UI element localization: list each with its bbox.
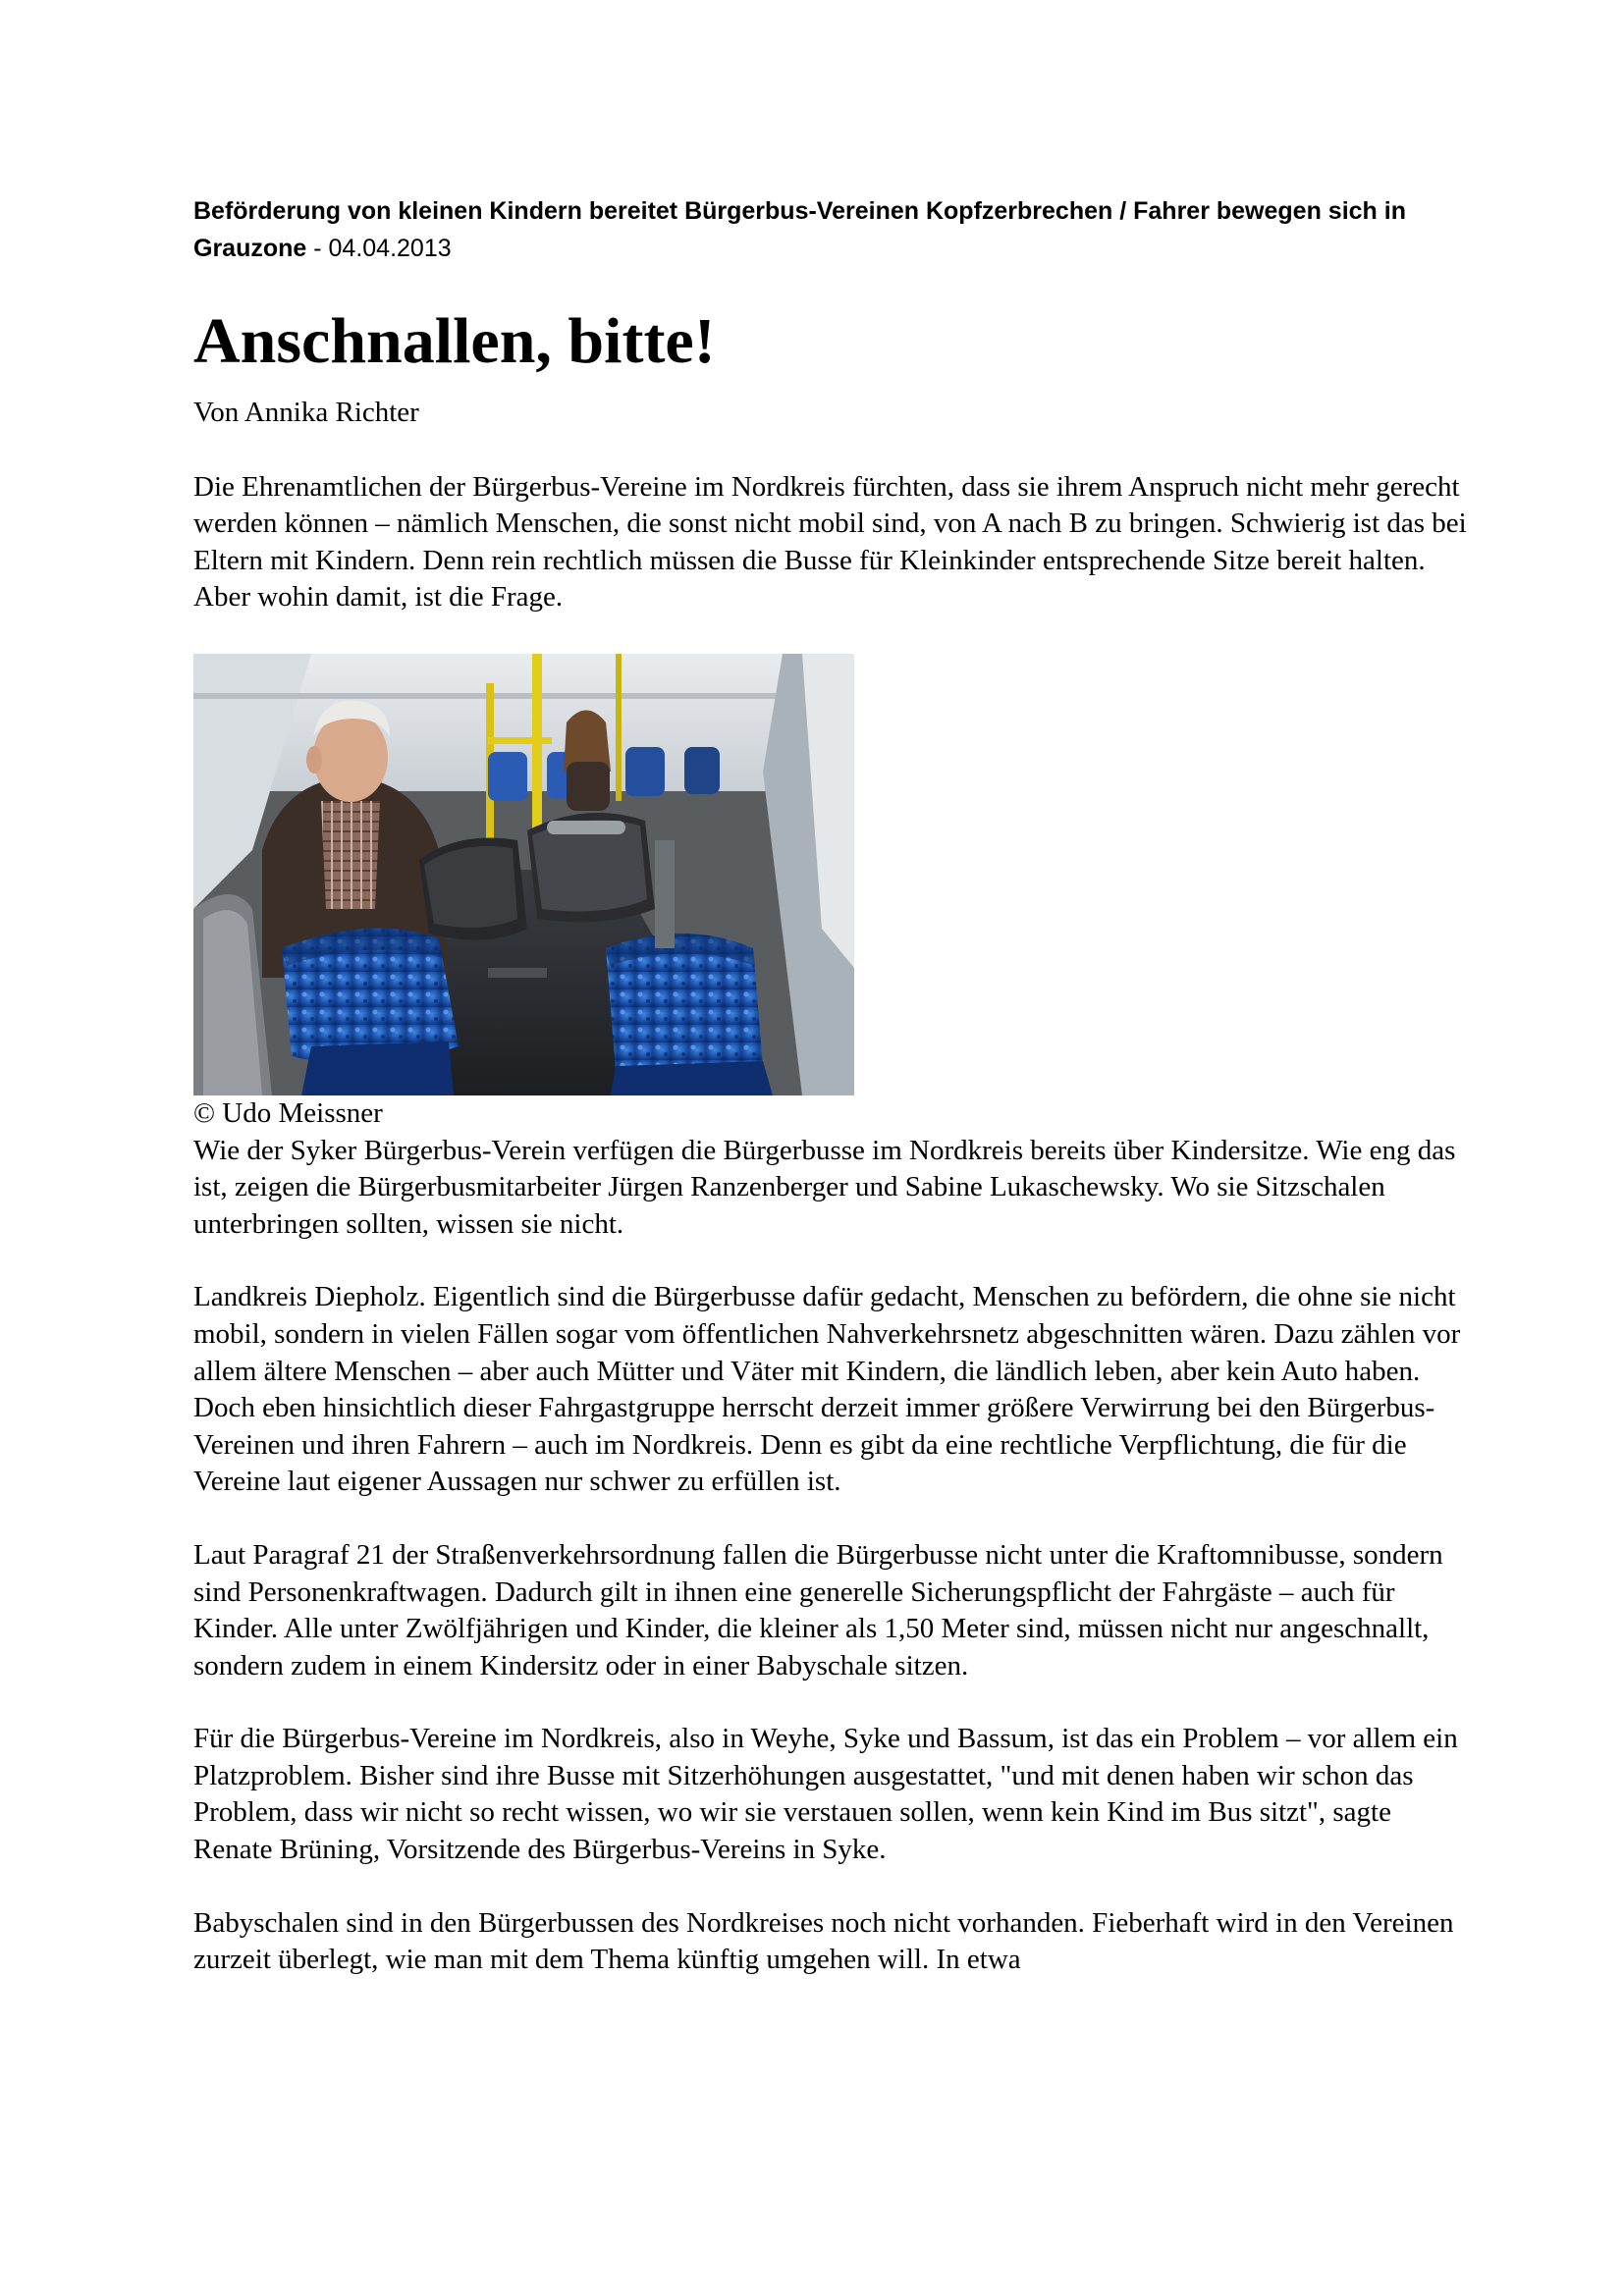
article-paragraph: Babyschalen sind in den Bürgerbussen des Nordkreises noch nicht vorhanden. Fieberhaft wird in den Vereinen zurzeit überlegt, wie man mit dem Thema künftig umgehen will. In etwa — [193, 1906, 1454, 1976]
article-paragraph: Landkreis Diepholz. Eigentlich sind die Bürgerbusse dafür gedacht, Menschen zu befördern, die ohne sie nicht mobil, sondern in vielen Fällen sogar vom öffentlichen Nahverkehrsnetz abgeschnitten wären. Dazu zählen vor allem ältere Menschen – aber auch Mütter und Väter mit Kindern, die ländlich leben, aber kein Auto haben. Doch eben hinsichtlich dieser Fahrgastgruppe herrscht derzeit immer größere Verwirrung bei den Bürgerbus-Vereinen und ihren Fahrern – auch im Nordkreis. Denn es gibt da eine rechtliche Verpflichtung, die für die Vereine laut eigener Aussagen nur schwer zu erfüllen ist. — [193, 1281, 1461, 1498]
photo-caption: Wie der Syker Bürgerbus-Verein verfügen die Bürgerbusse im Nordkreis bereits über Kindersitze. Wie eng das ist, zeigen die Bürgerbusmitarbeiter Jürgen Ranzenberger und Sabine Lukaschewsky. Wo sie Sitzschalen unterbringen sollten, wissen sie nicht. — [193, 1134, 1456, 1240]
article — [193, 192, 1470, 1979]
article-date: 04.04.2013 — [328, 235, 452, 262]
article-headline: Anschnallen, bitte! — [193, 305, 716, 377]
article-subheadline-line — [193, 192, 1470, 267]
article-paragraph: Für die Bürgerbus-Vereine im Nordkreis, also in Weyhe, Syke und Bassum, ist das ein Problem – vor allem ein Platzproblem. Bisher sind ihre Busse mit Sitzerhöhungen ausgestattet, "und mit denen haben wir schon das Problem, dass wir nicht so recht wissen, wo wir sie verstauen sollen, wenn kein Kind im Bus sitzt", sagte Renate Brüning, Vorsitzende des Bürgerbus-Vereins in Syke. — [193, 1723, 1458, 1866]
article-byline: Von Annika Richter — [193, 397, 419, 428]
article-subheadline: Beförderung von kleinen Kindern bereitet Bürgerbus-Vereinen Kopfzerbrechen / Fahrer bewegen sich in Grauzone — [193, 197, 1406, 262]
bus-interior-photo — [193, 654, 854, 1095]
article-lead: Die Ehrenamtlichen der Bürgerbus-Vereine im Nordkreis fürchten, dass sie ihrem Anspruch nicht mehr gerecht werden können – nämlich Menschen, die sonst nicht mobil sind, von A nach B zu bringen. Schwierig ist das bei Eltern mit Kindern. Denn rein rechtlich müssen die Busse für Kleinkinder entsprechende Sitze bereit halten. Aber wohin damit, ist die Frage. — [193, 470, 1467, 614]
article-photo — [193, 654, 854, 1095]
subheadline-separator: - — [306, 235, 329, 262]
photo-credit: © Udo Meissner — [193, 1096, 383, 1129]
article-paragraph: Laut Paragraf 21 der Straßenverkehrsordnung fallen die Bürgerbusse nicht unter die Kraftomnibusse, sondern sind Personenkraftwagen. Dadurch gilt in ihnen eine generelle Sicherungspflicht der Fahrgäste – auch für Kinder. Alle unter Zwölfjährigen und Kinder, die kleiner als 1,50 Meter sind, müssen nicht nur angeschnallt, sondern zudem in einem Kindersitz oder in einer Babyschale sitzen. — [193, 1538, 1443, 1682]
